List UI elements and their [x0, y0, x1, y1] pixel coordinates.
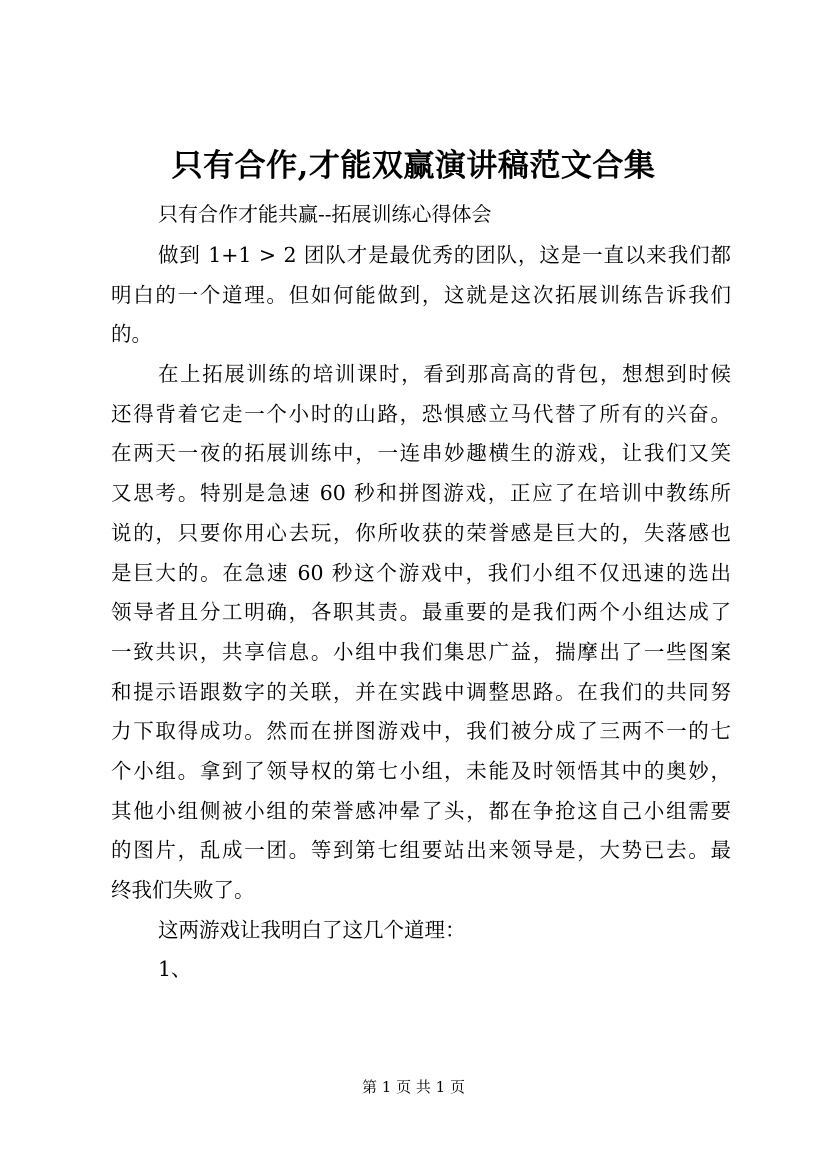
paragraph-line: 做到 1+1 > 2 团队才是最优秀的团队，这是一直以来我们都 [158, 243, 731, 267]
list-item-marker: 1、 [158, 957, 192, 982]
paragraph-line: 领导者且分工明确，各职其责。最重要的是我们两个小组达成了 [111, 600, 731, 625]
paragraph-line: 一致共识，共享信息。小组中我们集思广益，揣摩出了一些图案 [111, 639, 731, 664]
paragraph-line: 和提示语跟数字的关联，并在实践中调整思路。在我们的共同努 [111, 679, 731, 704]
paragraph-line: 是巨大的。在急速 60 秒这个游戏中，我们小组不仅迅速的选出 [111, 560, 731, 585]
paragraph-line: 这两游戏让我明白了这几个道理： [158, 917, 466, 942]
paragraph-line: 的图片，乱成一团。等到第七组要站出来领导是，大势已去。最 [111, 838, 731, 863]
paragraph-line: 其他小组侧被小组的荣誉感冲晕了头，都在争抢这自己小组需要 [111, 798, 731, 823]
document-title: 只有合作,才能双赢演讲稿范文合集 [171, 148, 656, 184]
paragraph-line: 个小组。拿到了领导权的第七小组，未能及时领悟其中的奥妙， [111, 758, 731, 783]
paragraph-line: 终我们失败了。 [111, 878, 255, 902]
paragraph-line: 说的，只要你用心去玩，你所收获的荣誉感是巨大的，失落感也 [111, 520, 731, 545]
paragraph-line: 又思考。特别是急速 60 秒和拼图游戏，正应了在培训中教练所 [111, 481, 731, 506]
paragraph-line: 明白的一个道理。但如何能做到，这就是这次拓展训练告诉我们 [111, 282, 731, 307]
paragraph-line: 还得背着它走一个小时的山路，恐惧感立马代替了所有的兴奋。 [111, 401, 731, 426]
paragraph-line: 力下取得成功。然而在拼图游戏中，我们被分成了三两不一的七 [111, 719, 731, 744]
paragraph-line: 的。 [111, 322, 152, 347]
paragraph-line: 在两天一夜的拓展训练中，一连串妙趣横生的游戏，让我们又笑 [111, 441, 731, 466]
document-body [111, 236, 731, 990]
paragraph-line: 在上拓展训练的培训课时，看到那高高的背包，想想到时候 [158, 362, 731, 387]
document-subtitle: 只有合作才能共赢--拓展训练心得体会 [158, 202, 492, 226]
page-footer: 第 1 页 共 1 页 [362, 1078, 465, 1096]
